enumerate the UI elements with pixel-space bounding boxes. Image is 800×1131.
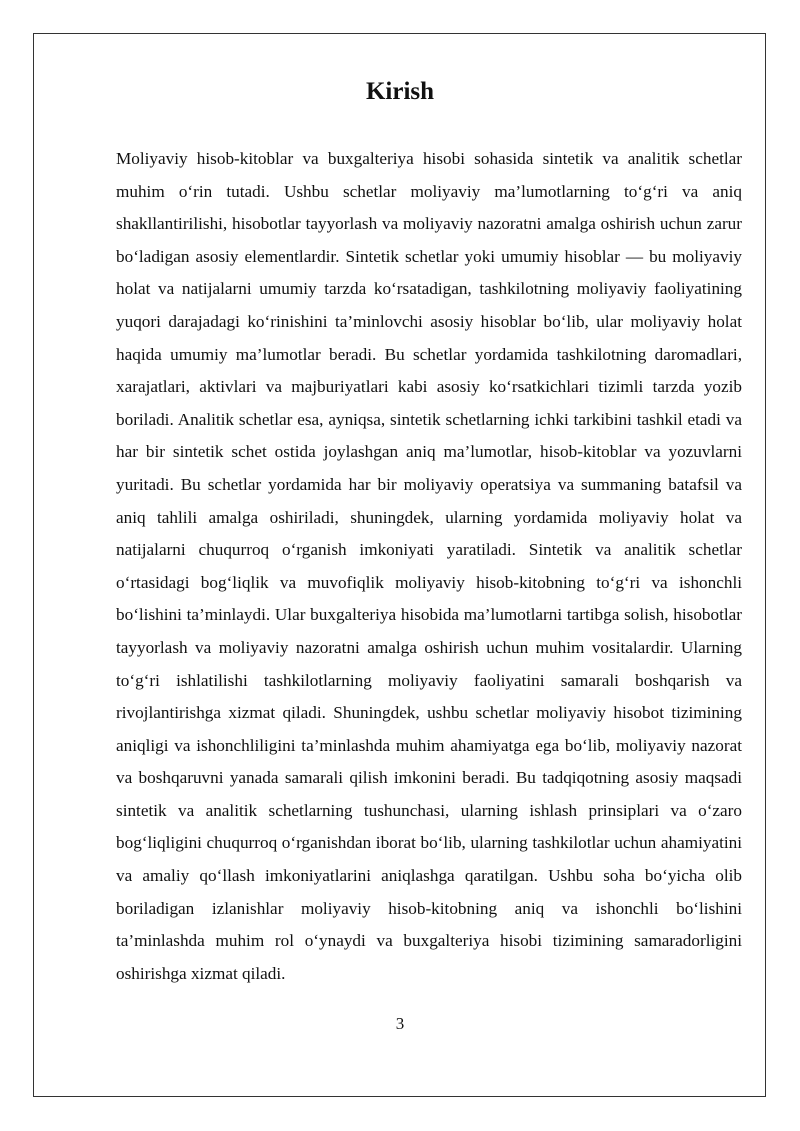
page-title: Kirish: [365, 78, 435, 105]
page-number: 3: [395, 1014, 405, 1033]
body-paragraph: Moliyaviy hisob-kitoblar va buxgalteriya hisobi sohasida sintetik va analitik schetlar muhim o‘rin tutadi. Ushbu schetlar moliyaviy ma’lumotlarning to‘g‘ri va aniq shakllantirilishi, hisobotlar tayyorlash va moliyaviy nazoratni amalga oshirish uchun zarur bo‘ladigan asosiy elementlardir. Sintetik schetlar yoki umumiy hisoblar — bu moliyaviy holat va natijalarni umumiy tarzda ko‘rsatadigan, tashkilotning moliyaviy faoliyatining yuqori darajadagi ko‘rinishini ta’minlovchi asosiy hisoblar bo‘lib, ular moliyaviy holat haqida umumiy ma’lumotlar beradi. Bu schetlar yordamida tashkilotning daromadlari, xarajatlari, aktivlari va majburiyatlari kabi asosiy ko‘rsatkichlari tizimli tarzda yozib boriladi. Analitik schetlar esa, ayniqsa, sintetik schetlarning ichki tarkibini tashkil etadi va har bir sintetik schet ostida joylashgan aniq ma’lumotlar, hisob-kitoblar va yozuvlarni yuritadi. Bu schetlar yordamida har bir moliyaviy operatsiya va summaning batafsil va aniq tahlili amalga oshiriladi, shuningdek, ularning yordamida moliyaviy holat va natijalarni chuqurroq o‘rganish imkoniyati yaratiladi. Sintetik va analitik schetlar o‘rtasidagi bog‘liqlik va muvofiqlik moliyaviy hisob-kitobning to‘g‘ri va ishonchli bo‘lishini ta’minlaydi. Ular buxgalteriya hisobida ma’lumotlarni tartibga solish, hisobotlar tayyorlash va moliyaviy nazoratni amalga oshirish uchun muhim vositalardir. Ularning to‘g‘ri ishlatilishi tashkilotlarning moliyaviy faoliyatini samarali boshqarish va rivojlantirishga xizmat qiladi. Shuningdek, ushbu schetlar moliyaviy hisobot tizimining aniqligi va ishonchliligini ta’minlashda muhim ahamiyatga ega bo‘lib, moliyaviy nazorat va boshqaruvni yanada samarali qilish imkonini beradi. Bu tadqiqotning asosiy maqsadi sintetik va analitik schetlarning tushunchasi, ularning ishlash prinsiplari va o‘zaro bog‘liqligini chuqurroq o‘rganishdan iborat bo‘lib, ularning tashkilotlar uchun ahamiyatini va amaliy qo‘llash imkoniyatlarini aniqlashga qaratilgan. Ushbu soha bo‘yicha olib boriladigan izlanishlar moliyaviy hisob-kitobning aniq va ishonchli bo‘lishini ta’minlashda muhim rol o‘ynaydi va buxgalteriya hisobi tizimining samaradorligini oshirishga xizmat qiladi.: [116, 149, 742, 983]
